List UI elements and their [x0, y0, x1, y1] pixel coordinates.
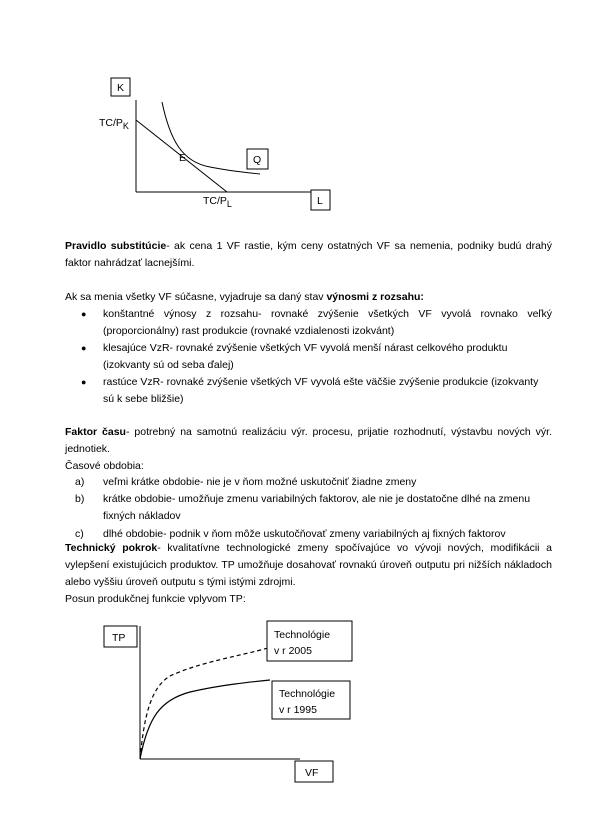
list-item-text: dlhé obdobie- podnik v ňom môže uskutočňovať zmeny variabilných aj fixných faktorov: [103, 528, 506, 540]
tc-pl-label: TC/PL: [203, 195, 232, 209]
tech-1995-curve: [140, 680, 270, 759]
periods-list: [75, 474, 552, 543]
tech-2005-curve: [140, 648, 268, 759]
list-marker: b): [75, 493, 85, 505]
tech-1995-label-line2: v r 1995: [279, 704, 317, 716]
tech-progress-paragraph: [65, 540, 552, 591]
list-item-text: veľmi krátke obdobie- nie je v ňom možné uskutočniť žiadne zmeny: [103, 476, 417, 488]
scale-bullet-list: [81, 306, 552, 408]
e-label: E: [179, 152, 187, 164]
list-item-text: krátke obdobie- umožňuje zmenu variabilných faktorov, ale nie je dostatočne dlhé na zmenu fixných nákladov: [103, 493, 531, 522]
shift-heading: Posun produkčnej funkcie vplyvom TP:: [65, 593, 246, 605]
tp-label: TP: [112, 632, 126, 644]
tech-2005-label-line1: Technológie: [274, 629, 331, 641]
list-item-text: klesajúce VzR- rovnaké zvýšenie všetkých VF vyvolá menší nárast celkového produktu (izokvanty sú od seba ďalej): [103, 342, 508, 371]
list-item-text: rastúce VzR- rovnaké zvýšenie všetkých VF vyvolá ešte väčšie zvýšenie produkcie (izokvanty sú k sebe bližšie): [103, 376, 539, 405]
list-item: [75, 491, 552, 525]
isoquant-diagram: [90, 70, 340, 215]
scale-intro-text: Ak sa menia všetky VF súčasne, vyjadruje sa daný stav: [65, 291, 327, 303]
list-marker: a): [75, 476, 85, 488]
q-label: Q: [253, 154, 262, 166]
isoquant-curve: [162, 102, 260, 174]
tc-pk-label: TC/PK: [99, 117, 129, 131]
periods-heading: Časové obdobia:: [65, 460, 144, 472]
k-label: K: [117, 82, 125, 94]
scale-term: výnosmi z rozsahu:: [326, 291, 424, 303]
bullet-icon: ●: [81, 343, 87, 353]
tech-2005-label-line2: v r 2005: [274, 645, 312, 657]
tech-1995-label-line1: Technológie: [279, 688, 336, 700]
time-factor-text: - potrebný na samotnú realizáciu výr. procesu, prijatie rozhodnutí, výstavbu nových výr. jednotiek.: [65, 426, 552, 455]
substitution-text: - ak cena 1 VF rastie, kým ceny ostatných VF sa nemenia, podniky budú drahý faktor nahrádzať lacnejšími.: [65, 240, 552, 269]
list-item: [75, 474, 552, 491]
list-item-text: konštantné výnosy z rozsahu- rovnaké zvýšenie všetkých VF vyvolá rovnako veľký (proporcionálny) rast produkcie (rovnaké vzdialenosti izokvánt): [103, 308, 552, 337]
list-item: [81, 374, 552, 408]
list-item: [81, 340, 552, 374]
substitution-term: Pravidlo substitúcie: [65, 240, 167, 252]
time-factor-paragraph: [65, 424, 552, 458]
scale-intro: [65, 289, 552, 306]
substitution-paragraph: [65, 238, 552, 272]
vf-label: VF: [305, 767, 319, 779]
time-factor-term: Faktor času: [65, 426, 126, 438]
tech-progress-term: Technický pokrok: [65, 542, 158, 554]
tech-progress-text: - kvalitatívne technologické zmeny spočívajúce vo vývoji nových, modifikácii a vylepšení existujúcich produktov. TP umožňuje dosahovať rovnakú úroveň outputu pri nižších nákladoch alebo vyššiu úroveň outputu s tými istými zdrojmi.: [65, 542, 552, 588]
list-item: [81, 306, 552, 340]
list-marker: c): [75, 528, 84, 540]
l-label: L: [317, 195, 323, 207]
bullet-icon: ●: [81, 309, 87, 319]
production-function-diagram: [100, 618, 370, 788]
bullet-icon: ●: [81, 377, 87, 387]
